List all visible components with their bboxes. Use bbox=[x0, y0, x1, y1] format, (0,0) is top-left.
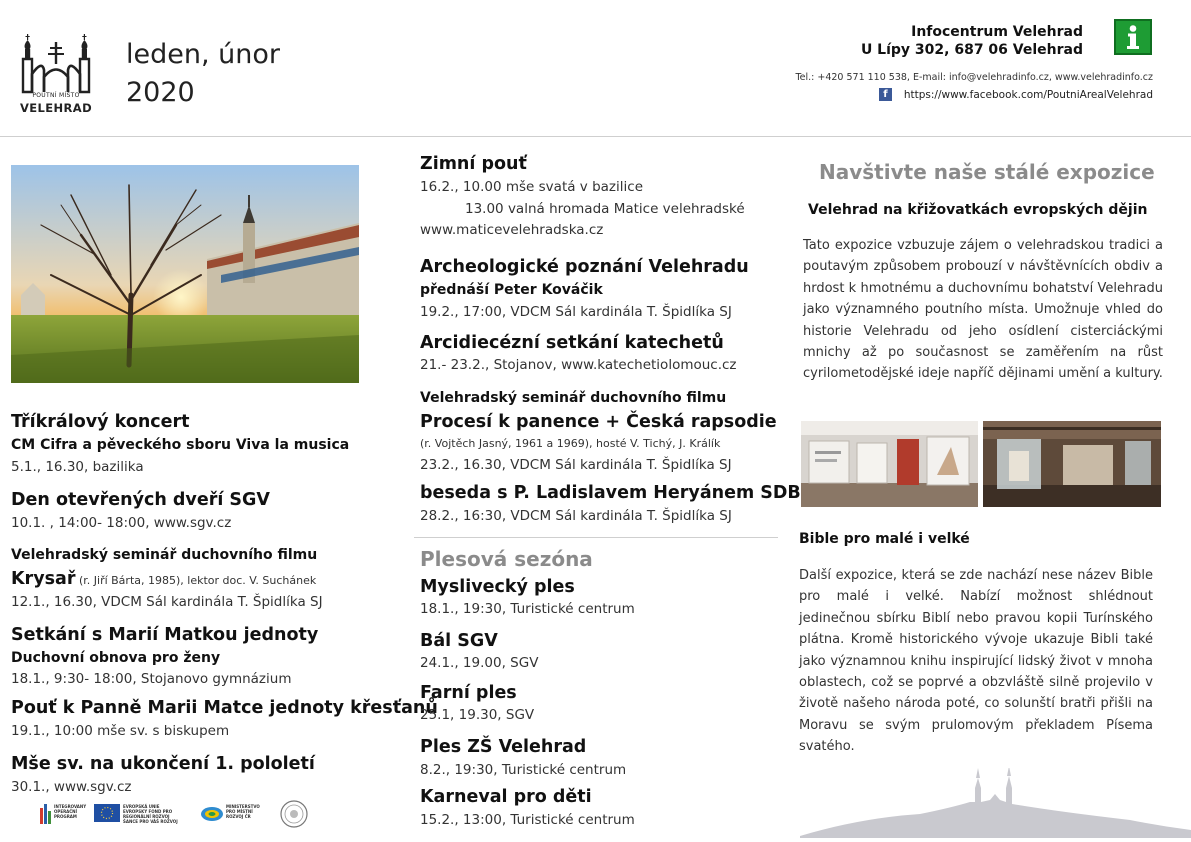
event-kicker: Velehradský seminář duchovního filmu bbox=[420, 390, 727, 406]
mmr-logo-icon bbox=[200, 806, 224, 822]
exhibition-description: Tato expozice vzbuzuje zájem o velehradskou tradici a poutavým způsobem probouzí v návštěvnících obdiv a hrdost k hmotnému a duchovnímu bohatství Velehradu jako významného poutního místa. Umožnuje vhled do historie Velehradu od jeho osídlení cisterciáckými mnichy až po současnost se zaměřením na růst cyrilometodějské ideje napříč dějinami umění a kultury. bbox=[803, 238, 1163, 382]
ball-detail: 25.1, 19.30, SGV bbox=[420, 707, 535, 723]
velehrad-skyline-graphic bbox=[800, 768, 1191, 838]
event-title: Setkání s Marií Matkou jednoty bbox=[11, 625, 319, 645]
eu-flag-icon bbox=[94, 804, 120, 822]
logo-caption: VELEHRAD bbox=[19, 101, 93, 115]
ball-title: Farní ples bbox=[420, 683, 517, 703]
event-detail: 28.2., 16:30, VDCM Sál kardinála T. Špidlíka SJ bbox=[420, 508, 732, 524]
event-detail: 30.1., www.sgv.cz bbox=[11, 779, 132, 795]
ball-season-heading: Plesová sezóna bbox=[420, 547, 593, 571]
event-subtitle: přednáší Peter Kováčik bbox=[420, 282, 603, 298]
event-title: Den otevřených dveří SGV bbox=[11, 490, 270, 510]
ball-title: Bál SGV bbox=[420, 631, 498, 651]
basilica-photo bbox=[11, 165, 359, 383]
exhibition-photo bbox=[801, 421, 978, 507]
facebook-row bbox=[879, 88, 1153, 101]
section-divider bbox=[414, 537, 778, 538]
infocentrum-address: U Lípy 302, 687 06 Velehrad bbox=[860, 42, 1083, 58]
ball-title: Karneval pro děti bbox=[420, 787, 592, 807]
ball-detail: 8.2., 19:30, Turistické centrum bbox=[420, 762, 627, 778]
iop-logo-icon bbox=[40, 804, 52, 824]
event-note: (r. Vojtěch Jasný, 1961 a 1969), hosté V. Tichý, J. Králík bbox=[420, 437, 721, 450]
iop-logo-text: INTEGROVANÝ OPERAČNÍ PROGRAM bbox=[54, 804, 87, 819]
event-title: Zimní pouť bbox=[420, 154, 527, 174]
event-kicker: Velehradský seminář duchovního filmu bbox=[11, 547, 318, 563]
ball-title: Myslivecký ples bbox=[420, 577, 575, 597]
event-detail: 19.1., 10:00 mše sv. s biskupem bbox=[11, 723, 230, 739]
event-title: Mše sv. na ukončení 1. pololetí bbox=[11, 754, 315, 774]
period-year: 2020 bbox=[126, 77, 195, 108]
infocentrum-name: Infocentrum Velehrad bbox=[911, 24, 1083, 40]
ball-detail: 24.1., 19.00, SGV bbox=[420, 655, 539, 671]
event-title: Krysař bbox=[11, 569, 76, 589]
event-title: Procesí k panence + Česká rapsodie bbox=[420, 412, 777, 432]
contact-line: Tel.: +420 571 110 538, E-mail: info@velehradinfo.cz, www.velehradinfo.cz bbox=[795, 72, 1153, 83]
event-detail: 23.2., 16.30, VDCM Sál kardinála T. Špidlíka SJ bbox=[420, 457, 732, 473]
event-title: Tříkrálový koncert bbox=[11, 412, 190, 432]
event-detail: 5.1., 16.30, bazilika bbox=[11, 459, 144, 475]
event-detail: 19.2., 17:00, VDCM Sál kardinála T. Špidlíka SJ bbox=[420, 304, 732, 320]
exhibition-photo bbox=[983, 421, 1161, 507]
event-title: beseda s P. Ladislavem Heryánem SDB bbox=[420, 483, 801, 503]
exhibition-title: Bible pro malé i velké bbox=[799, 531, 970, 547]
event-title: Pouť k Panně Marii Matce jednoty křesťanů bbox=[11, 698, 438, 718]
logo-caption-small: POUTNÍ MÍSTO bbox=[32, 92, 80, 99]
ball-detail: 18.1., 19:30, Turistické centrum bbox=[420, 601, 635, 617]
event-subtitle: CM Cifra a pěveckého sboru Viva la musica bbox=[11, 437, 350, 453]
event-title: Archeologické poznání Velehradu bbox=[420, 257, 749, 277]
event-subtitle: Duchovní obnova pro ženy bbox=[11, 650, 221, 666]
event-detail: 16.2., 10.00 mše svatá v bazilice bbox=[420, 179, 643, 195]
exhibitions-heading: Navštivte naše stálé expozice bbox=[819, 160, 1155, 184]
event-title-note: (r. Jiří Bárta, 1985), lektor doc. V. Suchánek bbox=[75, 574, 317, 587]
seal-icon bbox=[280, 800, 308, 828]
ball-detail: 15.2., 13:00, Turistické centrum bbox=[420, 812, 635, 828]
facebook-icon: f bbox=[879, 88, 892, 101]
event-detail: 10.1. , 14:00- 18:00, www.sgv.cz bbox=[11, 515, 232, 531]
funding-logos bbox=[36, 800, 316, 830]
event-link[interactable]: www.maticevelehradska.cz bbox=[420, 222, 604, 238]
event-detail: 13.00 valná hromada Matice velehradské bbox=[465, 201, 745, 217]
event-detail: 18.1., 9:30- 18:00, Stojanovo gymnázium bbox=[11, 671, 292, 687]
info-icon bbox=[1114, 19, 1152, 55]
exhibition-description: Další expozice, která se zde nachází nese název Bible pro malé i velké. Nabízí možnost shlédnout jedinečnou sbírku Biblí nebo pravou kopii Turínského plátna. Kromě historického vývoje ukazuje Bibli také jako významnou knihu inspirující lidský život v mnoha oblastech, což se poprvé a obzvláště silně projevilo v životě našeho národa poté, co solunští bratři přišli na Moravu se svým prulomovým překladem Písema svatého. bbox=[799, 568, 1153, 755]
header-divider bbox=[0, 136, 1191, 137]
exhibition-title: Velehrad na křižovatkách evropských dějin bbox=[808, 202, 1148, 218]
infocentrum-block bbox=[861, 23, 1083, 59]
ball-title: Ples ZŠ Velehrad bbox=[420, 737, 587, 757]
event-detail: 21.- 23.2., Stojanov, www.katechetiolomouc.cz bbox=[420, 357, 737, 373]
event-title: Arcidiecézní setkání katechetů bbox=[420, 333, 724, 353]
event-detail: 12.1., 16.30, VDCM Sál kardinála T. Špidlíka SJ bbox=[11, 594, 323, 610]
event-title-line bbox=[11, 569, 316, 589]
facebook-link[interactable]: https://www.facebook.com/PoutniArealVelehrad bbox=[903, 88, 1153, 101]
period-months: leden, únor bbox=[126, 39, 280, 70]
period-title bbox=[126, 36, 280, 112]
eu-logo-text: EVROPSKÁ UNIE EVROPSKÝ FOND PRO REGIONÁLNÍ ROZVOJ ŠANCE PRO VÁŠ ROZVOJ bbox=[123, 804, 178, 824]
mmr-logo-text: MINISTERSTVO PRO MÍSTNÍ ROZVOJ ČR bbox=[226, 804, 260, 819]
